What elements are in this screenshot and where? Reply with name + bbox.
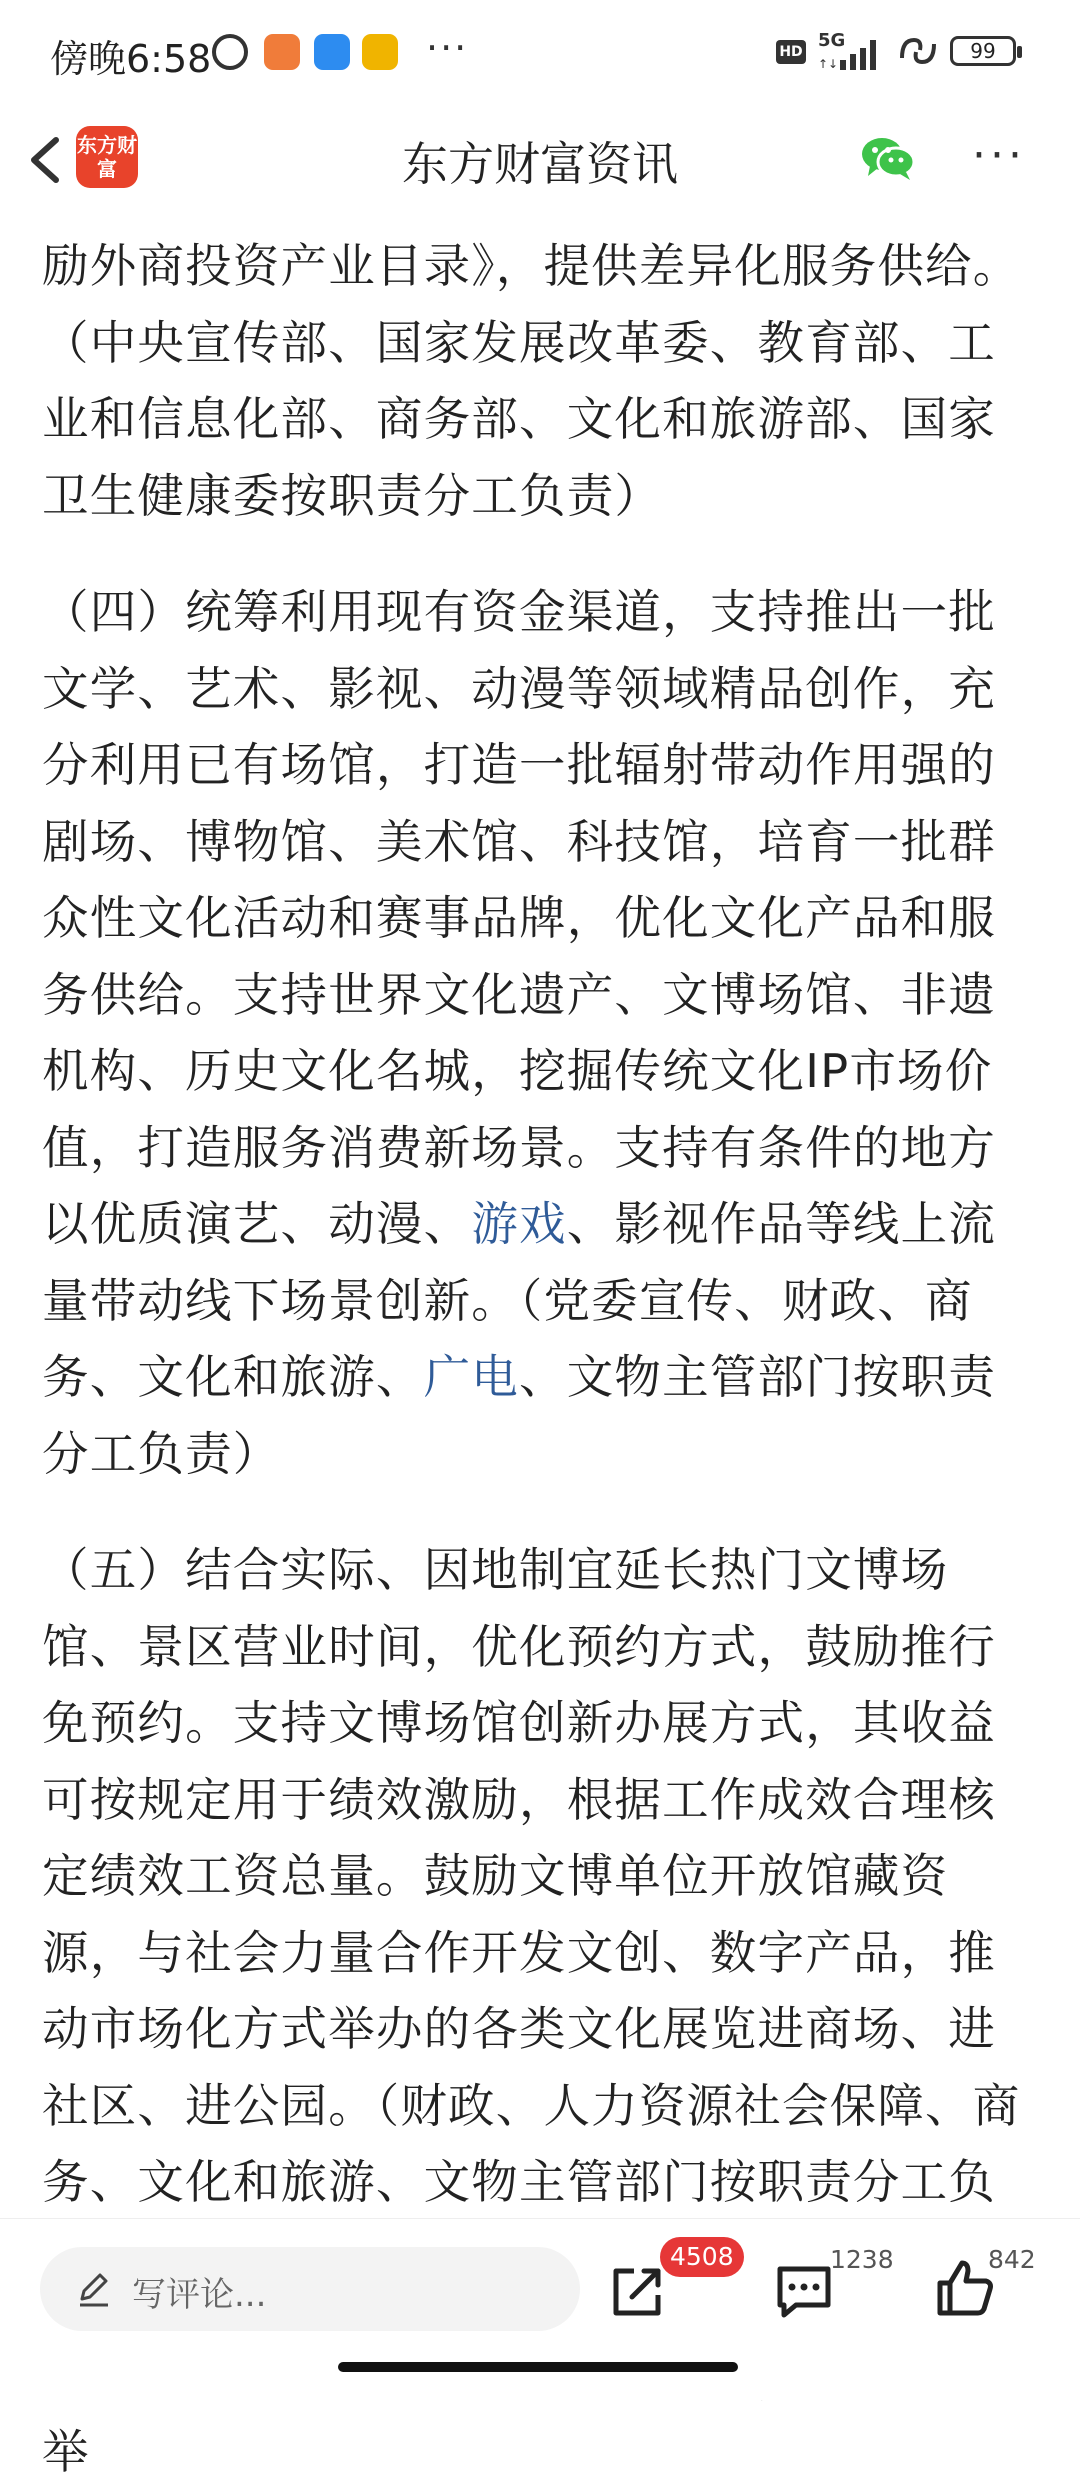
thumbs-up-icon[interactable] — [934, 2257, 996, 2319]
like-count: 842 — [988, 2245, 1036, 2274]
app-notification-icon — [314, 34, 350, 70]
svg-text:↑↓: ↑↓ — [818, 57, 839, 71]
paragraph-text: 举 — [42, 2424, 90, 2479]
keyword-link-games[interactable]: 游戏 — [471, 1197, 567, 1251]
share-count-badge: 4508 — [660, 2237, 744, 2277]
article-paragraph — [42, 574, 1038, 1492]
dual-link-icon — [898, 34, 938, 68]
hd-icon: HD — [776, 40, 806, 64]
app-notification-icon — [362, 34, 398, 70]
wechat-icon[interactable] — [858, 128, 918, 188]
status-time: 傍晚6:58 — [50, 37, 212, 81]
battery-icon: 99 — [950, 36, 1016, 66]
network-type: 5G — [818, 30, 846, 51]
share-icon[interactable] — [608, 2261, 668, 2321]
bottom-action-bar — [0, 2218, 1080, 2400]
page-title: 东方财富资讯 — [402, 137, 678, 191]
signal-icon — [818, 38, 884, 70]
status-bar — [0, 0, 1080, 105]
pen-icon — [74, 2269, 114, 2309]
paragraph-text: 、文物主管部门按职责分工负责） — [42, 1350, 997, 1481]
article-paragraph — [42, 228, 1038, 534]
app-notification-icon — [264, 34, 300, 70]
comment-icon[interactable] — [774, 2261, 834, 2321]
more-notifications-icon: ··· — [426, 26, 469, 70]
top-nav-bar — [0, 110, 1080, 210]
paragraph-text: 励外商投资产业目录》，提供差异化服务供给。（中央宣传部、国家发展改革委、教育部、工业和信息化部、商务部、文化和旅游部、国家卫生健康委按职责分工负责） — [42, 239, 1021, 523]
comment-placeholder: 写评论... — [132, 2275, 267, 2315]
home-indicator[interactable] — [338, 2362, 738, 2372]
paragraph-text: 、影视作品等线上流量带动线下场景创新。（党委宣传、财政、商务、文化和旅游、 — [42, 1197, 997, 1404]
app-logo: 东方财富 — [76, 126, 138, 188]
paragraph-text: （四）统筹利用现有资金渠道，支持推出一批文学、艺术、影视、动漫等领域精品创作，充分利用已有场馆，打造一批辐射带动作用强的剧场、博物馆、美术馆、科技馆，培育一批群众性文化活动和赛事品牌，优化文化产品和服务供给。支持世界文化遗产、文博场馆、非遗机构、历史文化名城，挖掘传统文化IP市场价值，打造服务消费新场景。支持有条件的地方以优质演艺、动漫、 — [42, 585, 996, 1251]
comment-input[interactable] — [40, 2247, 580, 2331]
keyword-link-broadcast[interactable]: 广电 — [423, 1350, 520, 1404]
paragraph-text: （五）结合实际、因地制宜延长热门文博场馆、景区营业时间，优化预约方式，鼓励推行免预约。支持文博场馆创新办展方式，其收益可按规定用于绩效激励，根据工作成效合理核定绩效工资总量。鼓励文博单位开放馆藏资源，与社会力量合作开发文创、数字产品，推动市场化方式举办的各类文化展览进商场、进社区、进公园。（财政、人力资源社会保障、商务、文化和旅游、文物主管部门按职责分工负 — [42, 1543, 1021, 2209]
comment-count: 1238 — [830, 2245, 894, 2274]
article-paragraph — [42, 1532, 1038, 2297]
alarm-icon — [212, 34, 248, 70]
more-options-icon[interactable]: ··· — [972, 130, 1026, 181]
